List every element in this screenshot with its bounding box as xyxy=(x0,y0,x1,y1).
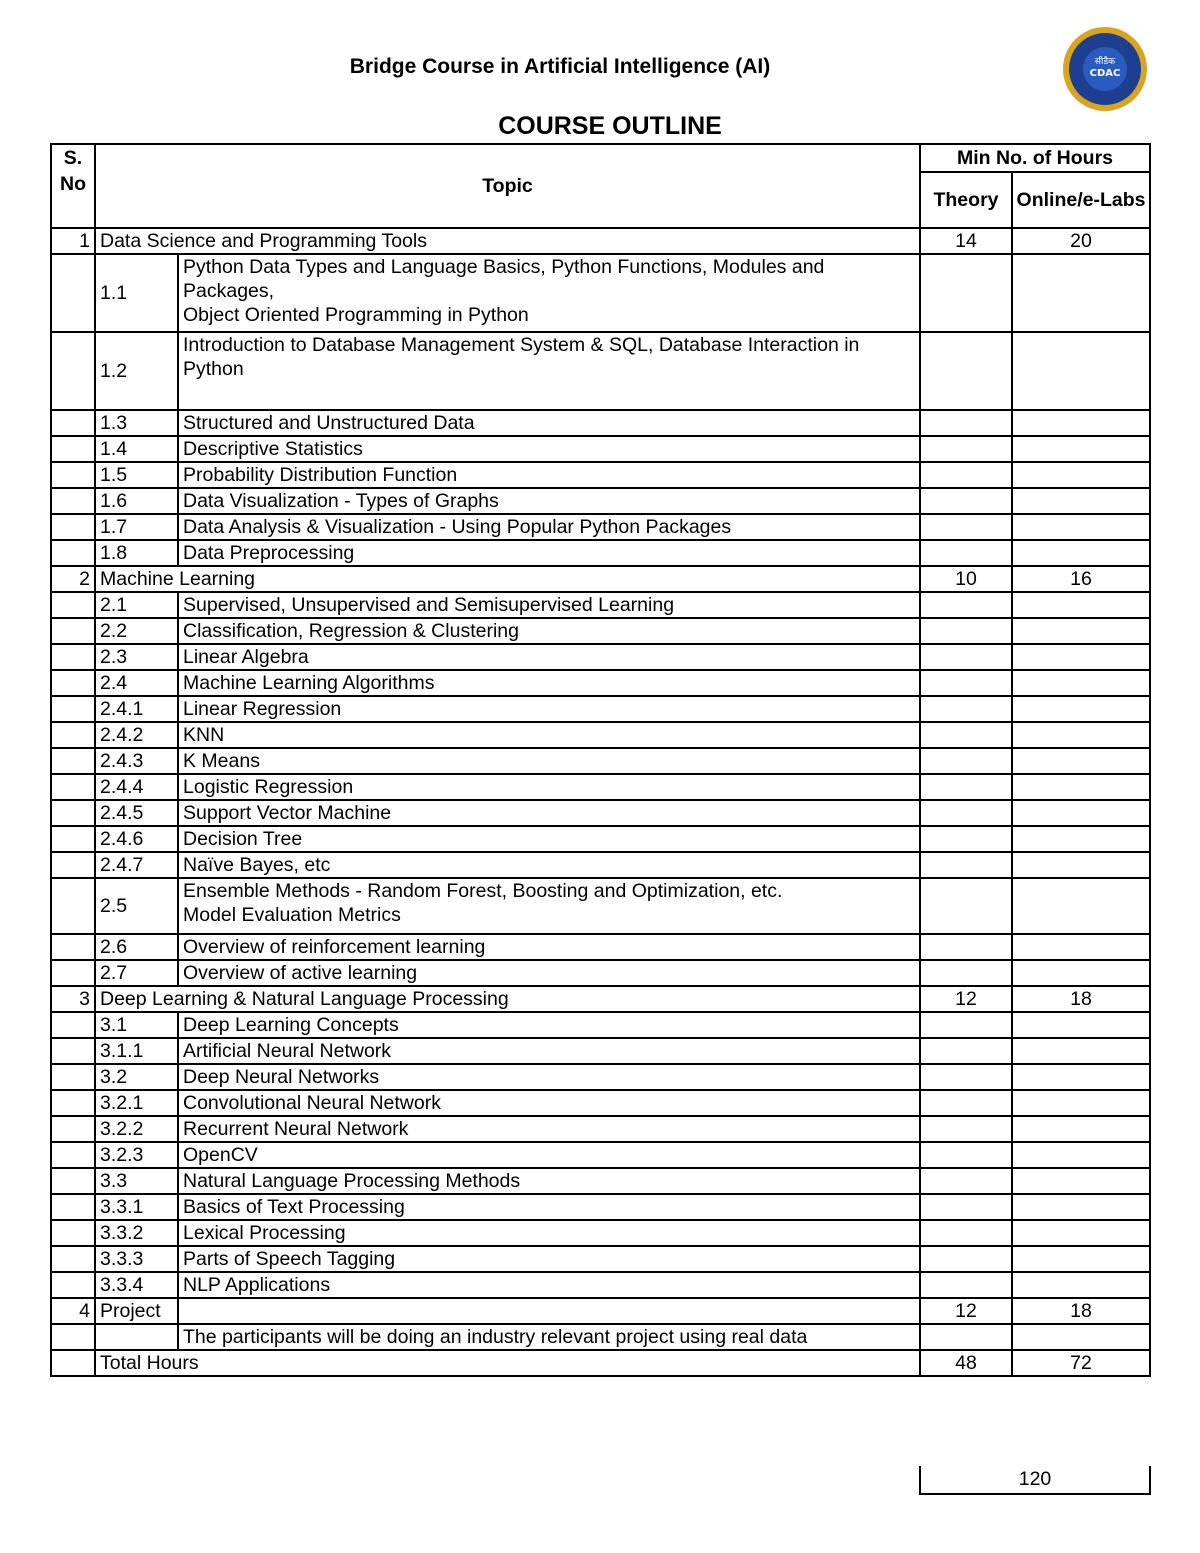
subtopic-number: 3.2.3 xyxy=(95,1142,178,1168)
subtopic-number: 2.4.4 xyxy=(95,774,178,800)
empty-cell xyxy=(51,1038,95,1064)
empty-cell xyxy=(1012,748,1150,774)
empty-cell xyxy=(920,540,1012,566)
subtopic-number: 3.3 xyxy=(95,1168,178,1194)
table-row xyxy=(51,878,1150,934)
empty-cell xyxy=(51,1220,95,1246)
empty-cell xyxy=(920,722,1012,748)
empty-cell xyxy=(920,878,1012,934)
empty-cell xyxy=(920,696,1012,722)
subtopic-text: OpenCV xyxy=(178,1142,920,1168)
course-outline-table xyxy=(50,143,1151,1377)
col-header-sno: S. No xyxy=(51,144,95,228)
subtopic-text: Artificial Neural Network xyxy=(178,1038,920,1064)
subtopic-number: 1.3 xyxy=(95,410,178,436)
empty-cell xyxy=(51,1350,95,1376)
table-row xyxy=(51,1090,1150,1116)
empty-cell xyxy=(51,800,95,826)
labs-hours: 18 xyxy=(1012,986,1150,1012)
table-row xyxy=(51,514,1150,540)
empty-cell xyxy=(1012,332,1150,410)
subtopic-text: Data Preprocessing xyxy=(178,540,920,566)
empty-cell xyxy=(920,800,1012,826)
subtopic-text: Machine Learning Algorithms xyxy=(178,670,920,696)
empty-cell xyxy=(51,488,95,514)
table-row xyxy=(51,722,1150,748)
subtopic-number: 2.4.2 xyxy=(95,722,178,748)
empty-cell xyxy=(1012,934,1150,960)
theory-hours: 12 xyxy=(920,1298,1012,1324)
empty-cell xyxy=(920,670,1012,696)
subtopic-text: Classification, Regression & Clustering xyxy=(178,618,920,644)
subtopic-number: 1.6 xyxy=(95,488,178,514)
table-row xyxy=(51,1194,1150,1220)
subtopic-text: Lexical Processing xyxy=(178,1220,920,1246)
empty-cell xyxy=(1012,592,1150,618)
table-row xyxy=(51,748,1150,774)
table-row xyxy=(51,644,1150,670)
empty-cell xyxy=(1012,1142,1150,1168)
table-row xyxy=(51,1246,1150,1272)
subtopic-number: 2.4.5 xyxy=(95,800,178,826)
table-row xyxy=(51,800,1150,826)
empty-cell xyxy=(920,1064,1012,1090)
subtopic-number: 2.5 xyxy=(95,878,178,934)
empty-cell xyxy=(51,436,95,462)
table-row xyxy=(51,670,1150,696)
subtopic-number: 3.2.2 xyxy=(95,1116,178,1142)
empty-cell xyxy=(1012,514,1150,540)
subtopic-text: Linear Algebra xyxy=(178,644,920,670)
subtopic-text: Naïve Bayes, etc xyxy=(178,852,920,878)
subtopic-number: 3.1 xyxy=(95,1012,178,1038)
empty-cell xyxy=(51,1090,95,1116)
empty-cell xyxy=(920,410,1012,436)
table-row xyxy=(51,488,1150,514)
cdac-logo-icon xyxy=(1062,26,1148,112)
subtopic-text: Structured and Unstructured Data xyxy=(178,410,920,436)
grand-total: 120 xyxy=(919,1466,1151,1495)
subtopic-number: 2.4.1 xyxy=(95,696,178,722)
subtopic-number: 2.2 xyxy=(95,618,178,644)
subtopic-text: Parts of Speech Tagging xyxy=(178,1246,920,1272)
subtopic-text: Convolutional Neural Network xyxy=(178,1090,920,1116)
table-row xyxy=(51,1116,1150,1142)
empty-cell xyxy=(920,1272,1012,1298)
table-row xyxy=(51,826,1150,852)
empty-cell xyxy=(1012,826,1150,852)
subtopic-number: 1.4 xyxy=(95,436,178,462)
empty-cell xyxy=(51,1116,95,1142)
col-header-labs: Online/e-Labs xyxy=(1012,172,1150,228)
subtopic-number: 2.1 xyxy=(95,592,178,618)
empty-cell xyxy=(1012,1064,1150,1090)
col-header-topic: Topic xyxy=(95,144,920,228)
subtopic-text: Natural Language Processing Methods xyxy=(178,1168,920,1194)
table-row xyxy=(51,540,1150,566)
empty-cell xyxy=(920,618,1012,644)
empty-cell xyxy=(920,332,1012,410)
empty-cell xyxy=(920,960,1012,986)
empty-cell xyxy=(51,1324,95,1350)
table-row xyxy=(51,1324,1150,1350)
empty-cell xyxy=(1012,462,1150,488)
table-row xyxy=(51,1064,1150,1090)
subtopic-text: K Means xyxy=(178,748,920,774)
table-row xyxy=(51,592,1150,618)
empty-cell xyxy=(51,934,95,960)
empty-cell xyxy=(51,878,95,934)
subtopic-text: NLP Applications xyxy=(178,1272,920,1298)
subtopic-text: Python Data Types and Language Basics, Python Functions, Modules and Packages, Object Oriented Programming in Python xyxy=(178,254,920,332)
empty-cell xyxy=(1012,1116,1150,1142)
empty-cell xyxy=(51,1142,95,1168)
empty-cell xyxy=(1012,1246,1150,1272)
subtopic-number: 3.1.1 xyxy=(95,1038,178,1064)
empty-cell xyxy=(920,934,1012,960)
subtopic-text: KNN xyxy=(178,722,920,748)
subtopic-number: 3.2 xyxy=(95,1064,178,1090)
theory-hours: 10 xyxy=(920,566,1012,592)
section-number: 2 xyxy=(51,566,95,592)
table-row xyxy=(51,332,1150,410)
section-topic: Deep Learning & Natural Language Processing xyxy=(95,986,920,1012)
total-hours-label: Total Hours xyxy=(95,1350,920,1376)
empty-cell xyxy=(920,774,1012,800)
empty-cell xyxy=(920,1142,1012,1168)
section-number: 3 xyxy=(51,986,95,1012)
empty-cell xyxy=(1012,1272,1150,1298)
table-row xyxy=(51,1220,1150,1246)
subtopic-text: Logistic Regression xyxy=(178,774,920,800)
empty-cell xyxy=(51,852,95,878)
subtopic-text: The participants will be doing an industry relevant project using real data xyxy=(178,1324,920,1350)
empty-cell xyxy=(920,1220,1012,1246)
subtopic-number: 2.6 xyxy=(95,934,178,960)
empty-cell xyxy=(51,722,95,748)
subtopic-text: Support Vector Machine xyxy=(178,800,920,826)
empty-cell xyxy=(1012,1324,1150,1350)
subtopic-text: Supervised, Unsupervised and Semisupervised Learning xyxy=(178,592,920,618)
labs-hours: 18 xyxy=(1012,1298,1150,1324)
table-row xyxy=(51,1168,1150,1194)
empty-cell xyxy=(1012,540,1150,566)
table-row xyxy=(51,566,1150,592)
subtopic-number: 1.7 xyxy=(95,514,178,540)
subtopic-number: 3.3.1 xyxy=(95,1194,178,1220)
empty-cell xyxy=(920,1246,1012,1272)
empty-cell xyxy=(1012,800,1150,826)
subtopic-number: 1.5 xyxy=(95,462,178,488)
empty-cell xyxy=(920,748,1012,774)
section-topic: Machine Learning xyxy=(95,566,920,592)
empty-cell xyxy=(51,540,95,566)
table-row xyxy=(51,228,1150,254)
subtopic-number: 1.1 xyxy=(95,254,178,332)
empty-cell xyxy=(51,1012,95,1038)
table-row xyxy=(51,774,1150,800)
subtopic-text: Deep Learning Concepts xyxy=(178,1012,920,1038)
col-header-theory: Theory xyxy=(920,172,1012,228)
section-number: 4 xyxy=(51,1298,95,1324)
subtopic-number: 2.4.6 xyxy=(95,826,178,852)
empty-cell xyxy=(1012,618,1150,644)
empty-cell xyxy=(920,852,1012,878)
empty-cell xyxy=(920,1324,1012,1350)
subtopic-number: 3.2.1 xyxy=(95,1090,178,1116)
empty-cell xyxy=(1012,436,1150,462)
table-row xyxy=(51,986,1150,1012)
empty-cell xyxy=(51,1168,95,1194)
empty-cell xyxy=(51,774,95,800)
empty-cell xyxy=(1012,670,1150,696)
empty-cell xyxy=(51,826,95,852)
table-row xyxy=(51,852,1150,878)
table-row xyxy=(51,1350,1150,1376)
empty-cell xyxy=(51,514,95,540)
labs-hours: 20 xyxy=(1012,228,1150,254)
table-row xyxy=(51,934,1150,960)
empty-cell xyxy=(51,1064,95,1090)
section-topic: Project xyxy=(95,1298,178,1324)
subtopic-number: 3.3.3 xyxy=(95,1246,178,1272)
table-row xyxy=(51,254,1150,332)
empty-cell xyxy=(1012,1090,1150,1116)
empty-cell xyxy=(178,1298,920,1324)
table-row xyxy=(51,1272,1150,1298)
empty-cell xyxy=(920,436,1012,462)
table-row xyxy=(51,1142,1150,1168)
subtopic-text: Data Analysis & Visualization - Using Popular Python Packages xyxy=(178,514,920,540)
empty-cell xyxy=(51,1272,95,1298)
theory-hours: 14 xyxy=(920,228,1012,254)
subtopic-number xyxy=(95,1324,178,1350)
empty-cell xyxy=(920,592,1012,618)
empty-cell xyxy=(51,960,95,986)
empty-cell xyxy=(920,488,1012,514)
empty-cell xyxy=(51,670,95,696)
empty-cell xyxy=(51,644,95,670)
subtopic-number: 2.4.7 xyxy=(95,852,178,878)
section-number: 1 xyxy=(51,228,95,254)
table-row xyxy=(51,410,1150,436)
subtopic-text: Descriptive Statistics xyxy=(178,436,920,462)
subtopic-number: 1.8 xyxy=(95,540,178,566)
table-row xyxy=(51,960,1150,986)
empty-cell xyxy=(1012,1012,1150,1038)
empty-cell xyxy=(1012,1220,1150,1246)
section-topic: Data Science and Programming Tools xyxy=(95,228,920,254)
empty-cell xyxy=(920,1012,1012,1038)
empty-cell xyxy=(1012,960,1150,986)
table-row xyxy=(51,618,1150,644)
empty-cell xyxy=(1012,644,1150,670)
table-row xyxy=(51,462,1150,488)
document-title: Bridge Course in Artificial Intelligence (AI) xyxy=(349,55,771,78)
empty-cell xyxy=(920,826,1012,852)
empty-cell xyxy=(920,644,1012,670)
empty-cell xyxy=(920,1194,1012,1220)
empty-cell xyxy=(51,592,95,618)
empty-cell xyxy=(51,1194,95,1220)
subtopic-number: 3.3.2 xyxy=(95,1220,178,1246)
empty-cell xyxy=(51,748,95,774)
empty-cell xyxy=(920,1168,1012,1194)
empty-cell xyxy=(1012,696,1150,722)
empty-cell xyxy=(920,514,1012,540)
subtopic-text: Decision Tree xyxy=(178,826,920,852)
outline-body xyxy=(51,228,1150,1376)
empty-cell xyxy=(51,618,95,644)
subtopic-text: Data Visualization - Types of Graphs xyxy=(178,488,920,514)
table-row xyxy=(51,1012,1150,1038)
subtopic-text: Overview of reinforcement learning xyxy=(178,934,920,960)
empty-cell xyxy=(1012,852,1150,878)
subtopic-number: 2.4 xyxy=(95,670,178,696)
empty-cell xyxy=(920,1038,1012,1064)
empty-cell xyxy=(1012,410,1150,436)
empty-cell xyxy=(51,1246,95,1272)
empty-cell xyxy=(920,462,1012,488)
subtopic-text: Ensemble Methods - Random Forest, Boosting and Optimization, etc. Model Evaluation Metrics xyxy=(178,878,920,934)
subtopic-text: Basics of Text Processing xyxy=(178,1194,920,1220)
empty-cell xyxy=(920,254,1012,332)
labs-hours: 16 xyxy=(1012,566,1150,592)
subtopic-number: 2.3 xyxy=(95,644,178,670)
subtopic-text: Overview of active learning xyxy=(178,960,920,986)
empty-cell xyxy=(1012,254,1150,332)
theory-hours: 12 xyxy=(920,986,1012,1012)
table-row xyxy=(51,1298,1150,1324)
total-labs-hours: 72 xyxy=(1012,1350,1150,1376)
empty-cell xyxy=(1012,488,1150,514)
table-row xyxy=(51,436,1150,462)
subtopic-text: Recurrent Neural Network xyxy=(178,1116,920,1142)
total-theory-hours: 48 xyxy=(920,1350,1012,1376)
empty-cell xyxy=(51,254,95,332)
empty-cell xyxy=(51,462,95,488)
svg-text:सीडैक: सीडैक xyxy=(1094,57,1116,67)
empty-cell xyxy=(1012,1194,1150,1220)
subtopic-number: 1.2 xyxy=(95,332,178,410)
empty-cell xyxy=(1012,774,1150,800)
empty-cell xyxy=(51,332,95,410)
empty-cell xyxy=(1012,878,1150,934)
table-row xyxy=(51,696,1150,722)
svg-text:CDAC: CDAC xyxy=(1089,68,1121,79)
subtopic-number: 3.3.4 xyxy=(95,1272,178,1298)
empty-cell xyxy=(920,1116,1012,1142)
table-row xyxy=(51,1038,1150,1064)
col-header-hours: Min No. of Hours xyxy=(920,144,1150,172)
empty-cell xyxy=(51,410,95,436)
subtopic-number: 2.4.3 xyxy=(95,748,178,774)
course-outline-heading: COURSE OUTLINE xyxy=(498,112,722,140)
empty-cell xyxy=(920,1090,1012,1116)
subtopic-number: 2.7 xyxy=(95,960,178,986)
empty-cell xyxy=(1012,1168,1150,1194)
subtopic-text: Introduction to Database Management System & SQL, Database Interaction in Python xyxy=(178,332,920,410)
subtopic-text: Probability Distribution Function xyxy=(178,462,920,488)
subtopic-text: Deep Neural Networks xyxy=(178,1064,920,1090)
empty-cell xyxy=(51,696,95,722)
empty-cell xyxy=(1012,1038,1150,1064)
empty-cell xyxy=(1012,722,1150,748)
subtopic-text: Linear Regression xyxy=(178,696,920,722)
